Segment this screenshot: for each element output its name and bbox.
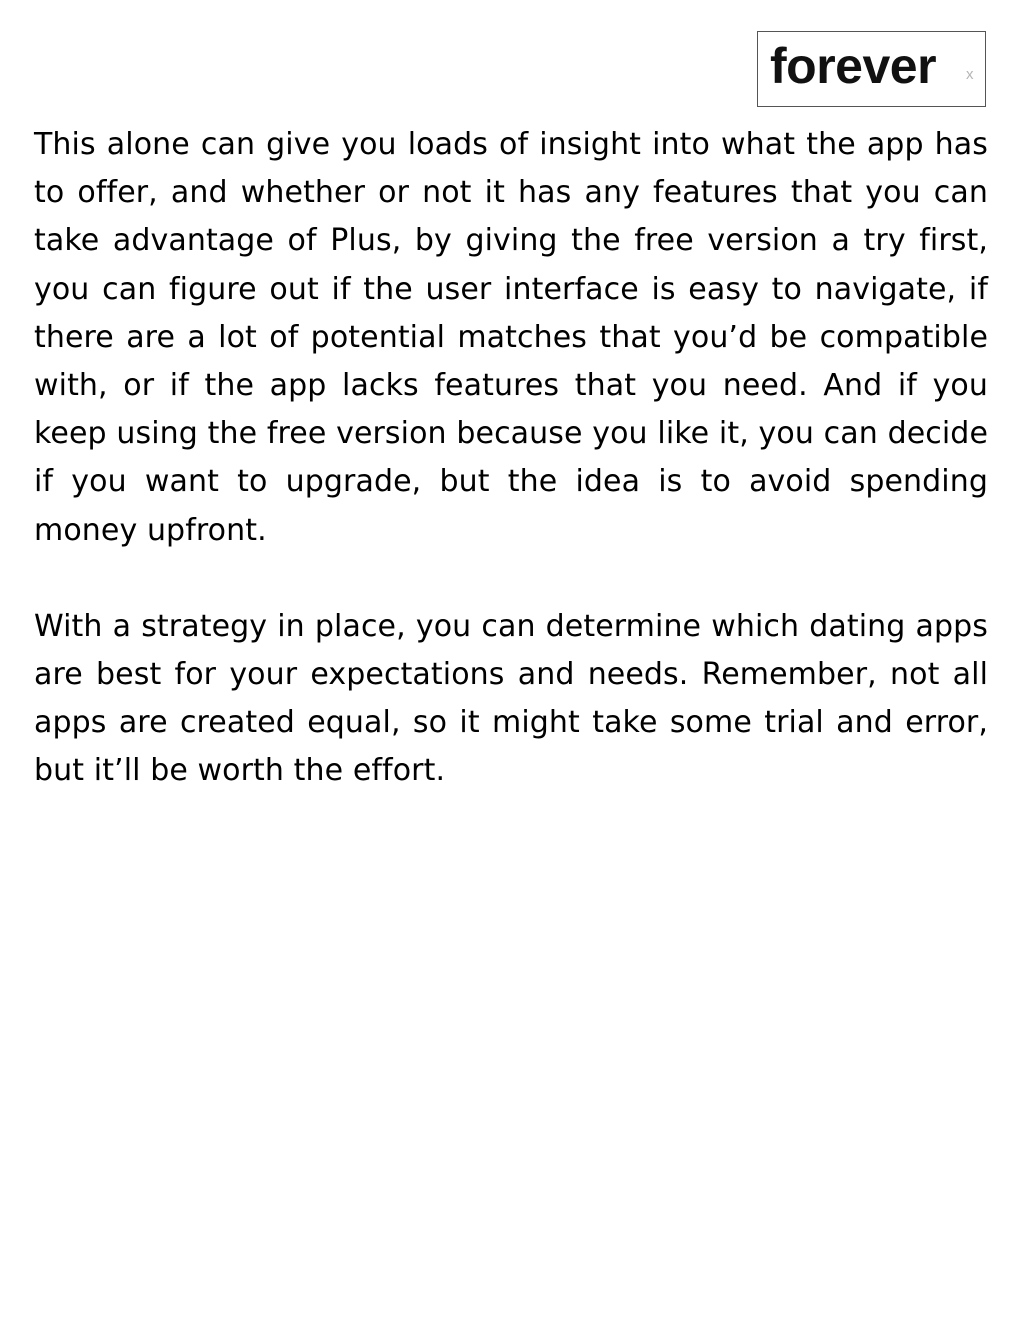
logo-wordmark: forever	[770, 38, 937, 94]
paragraph-2: With a strategy in place, you can determine which dating apps are best for your expectations and needs. Remember, not all apps are created equal, so it might take some trial and error, but it’ll be worth the effort.	[34, 608, 988, 789]
document-body	[34, 121, 988, 796]
paragraph-1: This alone can give you loads of insight into what the app has to offer, and whether or not it has any features that you can take advantage of Plus, by giving the free version a try first, you can figure out if the user interface is easy to navigate, if there are a lot of potential matches that you’d be compatible with, or if the app lacks features that you need. And if you keep using the free version because you like it, you can decide if you want to upgrade, but the idea is to avoid spending money upfront.	[34, 127, 988, 548]
logo	[757, 31, 986, 107]
logo-x-mark: x	[966, 66, 974, 83]
